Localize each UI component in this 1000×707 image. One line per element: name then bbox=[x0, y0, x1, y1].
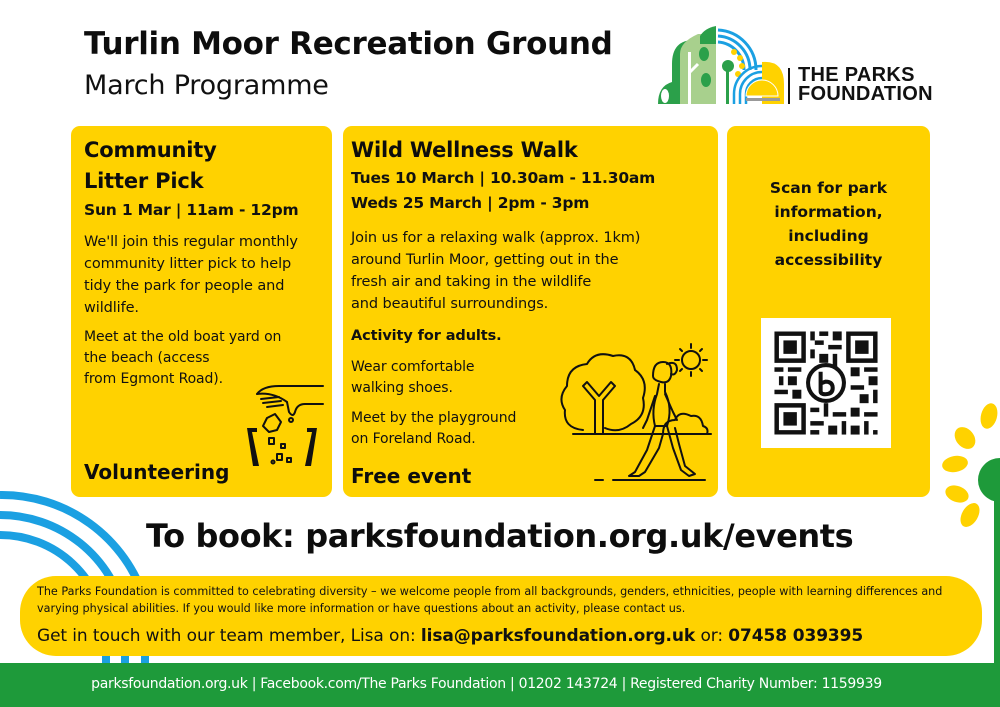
event-date-time-1: Tues 10 March | 10.30am - 11.30am bbox=[351, 169, 656, 187]
event-description: We'll join this regular monthly community litter pick to help tidy the park for people and wildlife. bbox=[84, 234, 298, 316]
description-line-4: and beautiful surroundings. bbox=[351, 296, 549, 312]
qr-caption-line-4: accessibility bbox=[774, 251, 883, 269]
contact-email-link[interactable]: lisa@parksfoundation.org.uk bbox=[420, 626, 696, 646]
contact-phone[interactable]: 07458 039395 bbox=[728, 626, 864, 646]
event-category: Free event bbox=[351, 464, 472, 488]
page-title: Turlin Moor Recreation Ground bbox=[84, 26, 613, 62]
contact-line bbox=[37, 626, 863, 646]
description-line-3: fresh air and taking in the wildlife bbox=[351, 274, 592, 290]
meet-line-2: on Foreland Road. bbox=[351, 431, 476, 447]
qr-caption-line-3: including bbox=[788, 227, 869, 245]
description-line-2: around Turlin Moor, getting out in the bbox=[351, 252, 619, 268]
logo-line-1: THE PARKS bbox=[798, 64, 915, 86]
event-date-time: Sun 1 Mar | 11am - 12pm bbox=[84, 201, 299, 219]
event-title-line-2: Litter Pick bbox=[84, 169, 204, 193]
logo-wordmark bbox=[798, 66, 933, 104]
meet-line-1: Meet at the old boat yard on bbox=[84, 329, 282, 345]
logo-divider bbox=[788, 68, 790, 104]
shoes-line-1: Wear comfortable bbox=[351, 359, 475, 375]
qr-caption-line-1: Scan for park bbox=[769, 179, 888, 197]
qr-caption bbox=[727, 176, 930, 272]
diversity-statement: The Parks Foundation is committed to celebrating diversity – we welcome people from all backgrounds, genders, ethnicities, people with learning differences and varying physical abilities. If you would like more information or have questions about an activity, please contact us. bbox=[37, 585, 943, 615]
event-date-time-2: Weds 25 March | 2pm - 3pm bbox=[351, 194, 590, 212]
event-card-litter-pick bbox=[71, 126, 332, 497]
shoes-line-2: walking shoes. bbox=[351, 380, 453, 396]
qr-card bbox=[727, 126, 930, 497]
logo-line-2: FOUNDATION bbox=[798, 83, 933, 105]
page-subtitle: March Programme bbox=[84, 70, 329, 101]
qr-caption-line-2: information, bbox=[774, 203, 883, 221]
qr-code-icon bbox=[761, 318, 891, 448]
event-card-wellness-walk bbox=[343, 126, 718, 497]
event-description bbox=[351, 227, 711, 315]
walking-woman-tree-sun-icon bbox=[555, 340, 715, 490]
diversity-contact-panel bbox=[20, 576, 982, 656]
meet-line-1: Meet by the playground bbox=[351, 410, 517, 426]
event-title bbox=[84, 135, 329, 197]
meet-line-3: from Egmont Road). bbox=[84, 371, 224, 387]
event-meeting-point bbox=[84, 327, 329, 390]
footer-bar bbox=[0, 663, 1000, 707]
description-line-1: Join us for a relaxing walk (approx. 1km) bbox=[351, 230, 641, 246]
event-category: Volunteering bbox=[84, 460, 230, 484]
event-audience: Activity for adults. bbox=[351, 328, 502, 344]
booking-link[interactable]: To book: parksfoundation.org.uk/events bbox=[146, 517, 854, 555]
contact-prefix: Get in touch with our team member, Lisa on: bbox=[37, 626, 421, 646]
event-title: Wild Wellness Walk bbox=[351, 138, 578, 162]
litter-bin-hand-icon bbox=[243, 382, 325, 472]
meet-line-2: the beach (access bbox=[84, 350, 210, 366]
qr-code[interactable] bbox=[761, 318, 891, 448]
contact-or: or: bbox=[695, 626, 729, 646]
footer-text: parksfoundation.org.uk | Facebook.com/The Parks Foundation | 01202 143724 | Registered Charity Number: 1159939 bbox=[91, 676, 882, 692]
event-title-line-1: Community bbox=[84, 138, 217, 162]
